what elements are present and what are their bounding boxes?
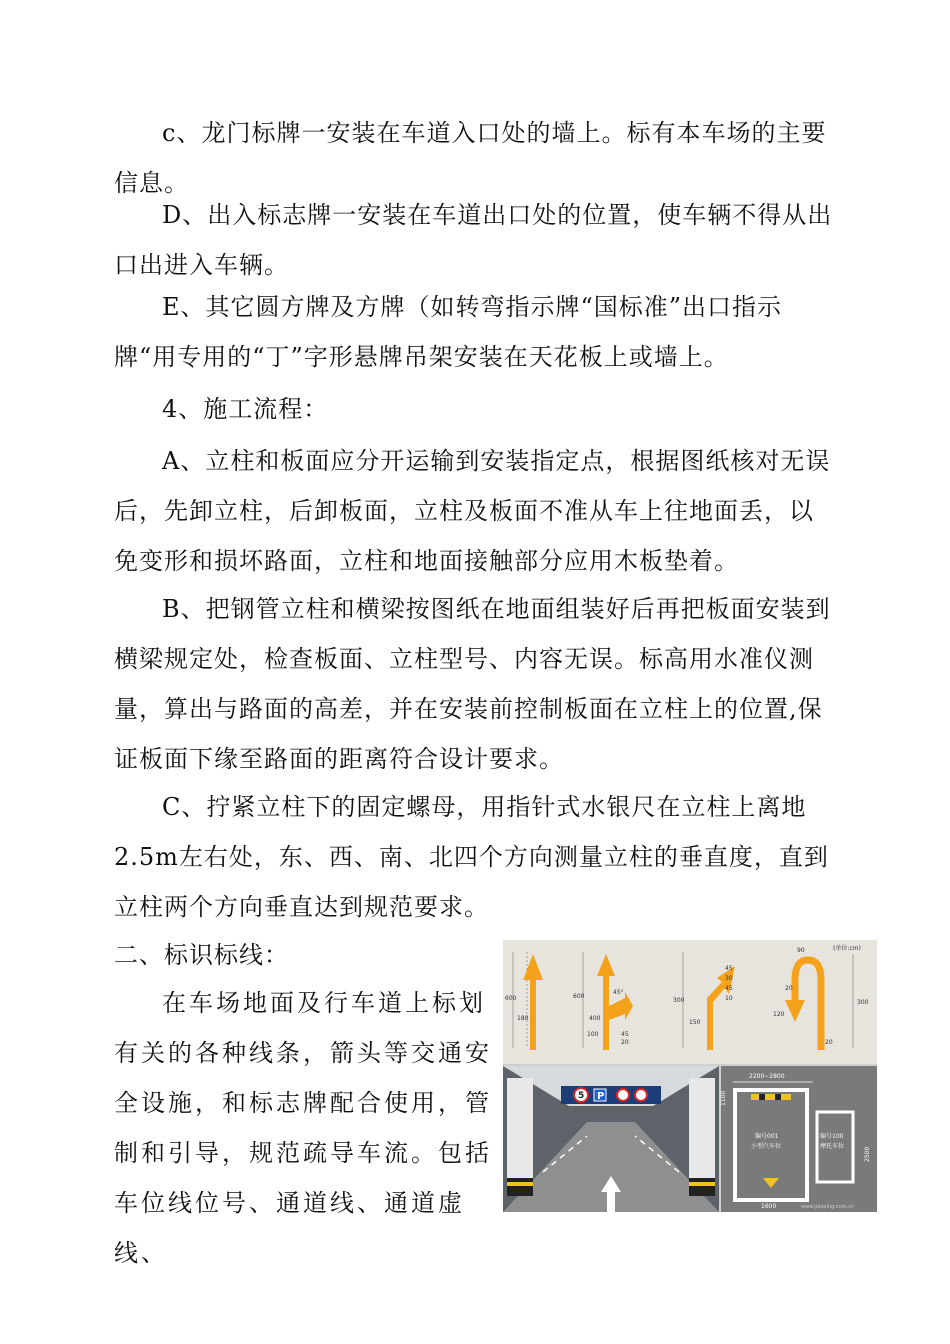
paragraph-e: E、其它圆方牌及方牌（如转弯指示牌“国标准”出口指示牌“用专用的“丁”字形悬牌吊架安装在天花板上或墙上。 [114, 293, 783, 371]
svg-text:5: 5 [578, 1091, 585, 1101]
heading-construction-process: 4、施工流程： [162, 395, 329, 423]
svg-text:编号100: 编号100 [820, 1133, 844, 1140]
paragraph-a: A、立柱和板面应分开运输到安装指定点，根据图纸核对无误后，先卸立柱，后卸板面，立柱及板面不准从车上往地面丢，以免变形和损坏路面，立柱和地面接触部分应用木板垫着。 [114, 447, 831, 575]
svg-text:20: 20 [621, 1039, 629, 1046]
svg-text:20: 20 [825, 1039, 833, 1046]
svg-text:600: 600 [505, 995, 517, 1002]
svg-text:120: 120 [773, 1011, 785, 1018]
svg-text:2200~2800: 2200~2800 [749, 1073, 785, 1080]
section-heading: 二、标识标线： [114, 941, 289, 969]
svg-text:20: 20 [785, 985, 793, 992]
paragraph-c: c、龙门标牌一安装在车道入口处的墙上。标有本车场的主要信息。 [114, 119, 827, 197]
svg-text:编号001: 编号001 [755, 1133, 779, 1140]
svg-text:45: 45 [621, 1031, 629, 1038]
svg-text:P: P [597, 1091, 605, 1102]
svg-text:30: 30 [725, 975, 733, 982]
paragraph-c2: C、拧紧立柱下的固定螺母，用指针式水银尺在立柱上离地2.5m左右处，东、西、南、北四个方向测量立柱的垂直度，直到立柱两个方向垂直达到规范要求。 [114, 793, 829, 921]
marking-figure [503, 940, 877, 1212]
paragraph-d: D、出入标志牌一安装在车道出口处的位置，使车辆不得从出口出进入车辆。 [114, 201, 833, 279]
svg-text:100: 100 [587, 1031, 599, 1038]
straight-arrow-icon [505, 952, 543, 1050]
svg-text:180: 180 [517, 1015, 529, 1022]
parking-stall-diagram [721, 1066, 877, 1212]
paragraph-b: B、把钢管立柱和横梁按图纸在地面组装好后再把板面安装到横梁规定处，检查板面、立柱型号、内容无误。标高用水准仪测量，算出与路面的高差，并在安装前控制板面在立柱上的位置,保证板面下缘至路面的距离符合设计要求。 [114, 595, 831, 773]
svg-text:摩托车位: 摩托车位 [820, 1143, 845, 1150]
svg-text:2500: 2500 [864, 1146, 871, 1162]
svg-text:10: 10 [725, 995, 733, 1002]
unit-label: (单位:cm) [833, 945, 861, 952]
svg-text:150: 150 [689, 1019, 701, 1026]
u-turn-arrow-icon [773, 947, 869, 1050]
svg-text:600: 600 [573, 993, 585, 1000]
garage-photo [503, 1066, 719, 1212]
right-turn-arrow-icon [673, 952, 735, 1050]
straight-right-arrow-icon [573, 952, 633, 1050]
svg-text:小型汽车位: 小型汽车位 [751, 1143, 782, 1150]
arrow-dimension-drawing [503, 940, 877, 1064]
svg-text:90: 90 [797, 947, 805, 954]
watermark: www.jiaoqing.com.cn [801, 1204, 854, 1210]
wrap-paragraph: 在车场地面及行车道上标划有关的各种线条，箭头等交通安全设施，和标志牌配合使用，管制和引导，规范疏导车流。包括车位线位号、通道线、通道虚线、 [114, 989, 492, 1267]
svg-text:1100: 1100 [720, 1090, 727, 1106]
svg-text:300: 300 [673, 997, 685, 1004]
svg-text:45: 45 [725, 965, 733, 972]
svg-text:45: 45 [725, 985, 733, 992]
svg-text:300: 300 [857, 999, 869, 1006]
svg-text:1600: 1600 [761, 1203, 777, 1210]
svg-text:400: 400 [589, 1015, 601, 1022]
svg-text:45°: 45° [613, 989, 624, 996]
